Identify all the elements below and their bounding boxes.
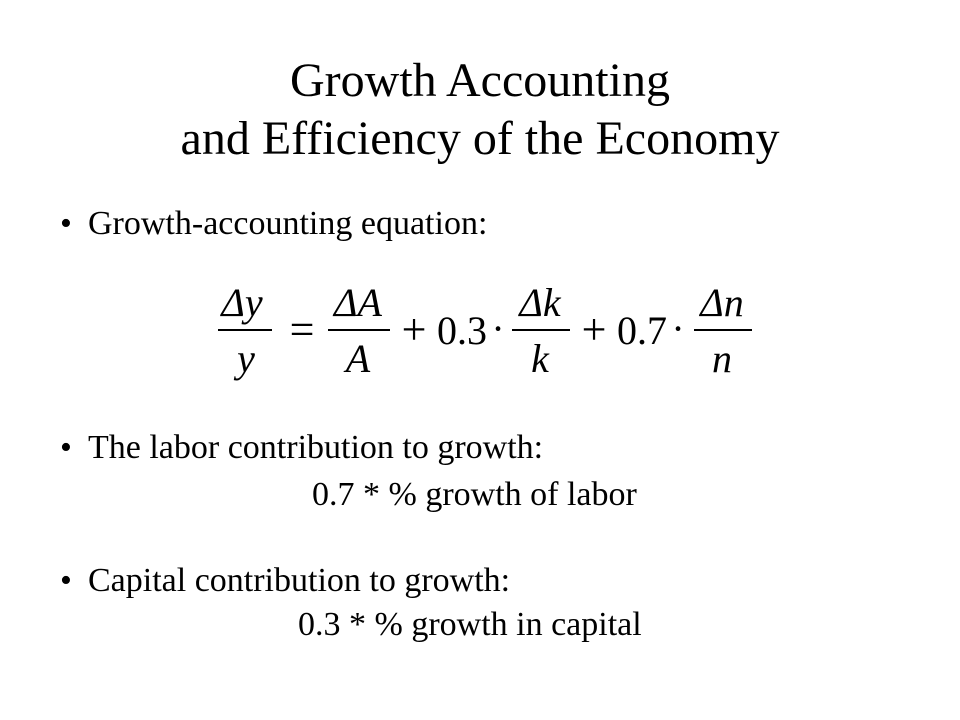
bullet-icon: • <box>60 429 72 466</box>
bullet-growth-equation <box>60 204 487 244</box>
capital-numerator: Δk <box>519 280 561 325</box>
bullet-text: Growth-accounting equation: <box>88 205 488 242</box>
capital-coefficient: 0.3 <box>437 308 487 353</box>
bullet-icon: • <box>60 205 72 242</box>
title-line-1: Growth Accounting <box>290 54 670 107</box>
plus-sign-1: + <box>401 305 427 354</box>
growth-accounting-equation <box>200 280 780 390</box>
lhs-denominator: y <box>237 336 255 381</box>
bullet-text: Capital contribution to growth: <box>88 562 511 599</box>
bullet-icon: • <box>60 562 72 599</box>
multiply-dot-1: · <box>491 306 505 351</box>
capital-denominator: k <box>531 336 549 381</box>
bullet-capital-contribution <box>60 561 510 601</box>
bullet-text: The labor contribution to growth: <box>88 429 544 466</box>
lhs-numerator: Δy <box>221 280 263 325</box>
labor-numerator: Δn <box>700 280 744 325</box>
labor-coefficient: 0.7 <box>617 308 667 353</box>
plus-sign-2: + <box>581 305 607 354</box>
slide-title <box>0 52 960 168</box>
capital-contribution-formula: 0.3 * % growth in capital <box>298 606 642 643</box>
tfp-numerator: ΔA <box>334 280 382 325</box>
equals-sign: = <box>289 305 315 354</box>
title-line-2: and Efficiency of the Economy <box>180 112 780 165</box>
multiply-dot-2: · <box>671 306 685 351</box>
bullet-labor-contribution <box>60 428 543 468</box>
tfp-denominator: A <box>345 336 371 381</box>
labor-contribution-formula: 0.7 * % growth of labor <box>312 476 637 513</box>
labor-denominator: n <box>712 336 732 381</box>
